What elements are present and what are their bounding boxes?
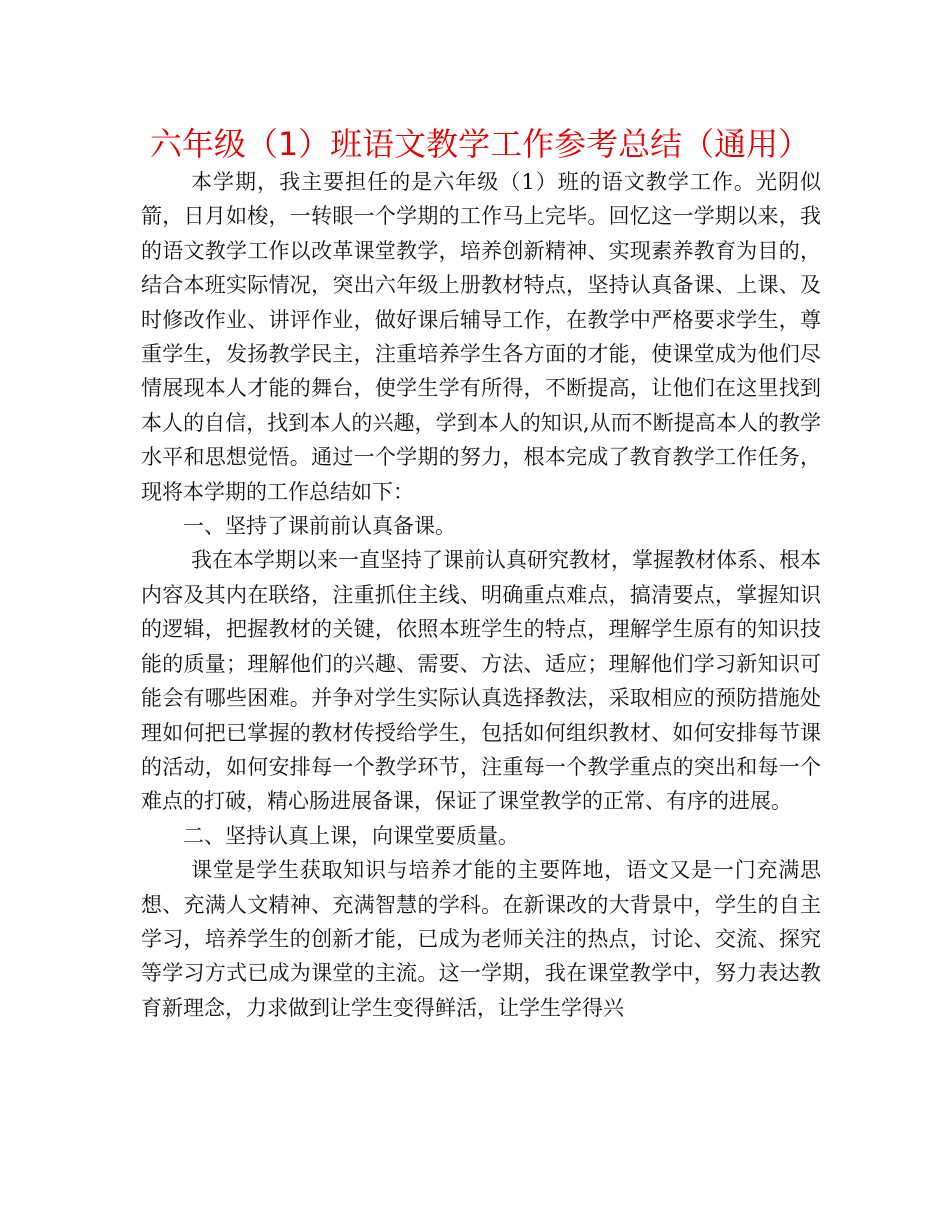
paragraph-section-2: 课堂是学生获取知识与培养才能的主要阵地，语文又是一门充满思想、充满人文精神、充满智慧的学科。在新课改的大背景中，学生的自主学习，培养学生的创新才能，已成为老师关注的热点，讨论、交流、探究等学习方式已成为课堂的主流。这一学期，我在课堂教学中，努力表达教育新理念，力求做到让学生变得鲜活，让学生学得兴 bbox=[141, 858, 821, 1020]
document-body bbox=[141, 165, 821, 1025]
paragraph-intro: 本学期，我主要担任的是六年级（1）班的语文教学工作。光阴似箭，日月如梭，一转眼一个学期的工作马上完毕。回忆这一学期以来，我的语文教学工作以改革课堂教学，培养创新精神、实现素养教育为目的，结合本班实际情况，突出六年级上册教材特点，坚持认真备课、上课、及时修改作业、讲评作业，做好课后辅导工作，在教学中严格要求学生，尊重学生，发扬教学民主，注重培养学生各方面的才能，使课堂成为他们尽情展现本人才能的舞台，使学生学有所得，不断提高，让他们在这里找到本人的自信，找到本人的兴趣，学到本人的知识,从而不断提高本人的教学水平和思想觉悟。通过一个学期的努力，根本完成了教育教学工作任务，现将本学期的工作总结如下： bbox=[141, 170, 821, 504]
paragraph-section-1: 我在本学期以来一直坚持了课前认真研究教材，掌握教材体系、根本内容及其内在联络，注重抓住主线、明确重点难点，搞清要点，掌握知识的逻辑，把握教材的关键，依照本班学生的特点，理解学生原有的知识技能的质量；理解他们的兴趣、需要、方法、适应；理解他们学习新知识可能会有哪些困难。并争对学生实际认真选择教法，采取相应的预防措施处理如何把已掌握的教材传授给学生，包括如何组织教材、如何安排每节课的活动，如何安排每一个教学环节，注重每一个教学重点的突出和每一个难点的打破，精心肠进展备课，保证了课堂教学的正常、有序的进展。 bbox=[141, 548, 821, 814]
section-heading-1: 一、坚持了课前前认真备课。 bbox=[183, 514, 456, 539]
document-title: 六年级（1）班语文教学工作参考总结（通用） bbox=[149, 125, 811, 163]
section-heading-2: 二、坚持认真上课，向课堂要质量。 bbox=[183, 823, 519, 848]
